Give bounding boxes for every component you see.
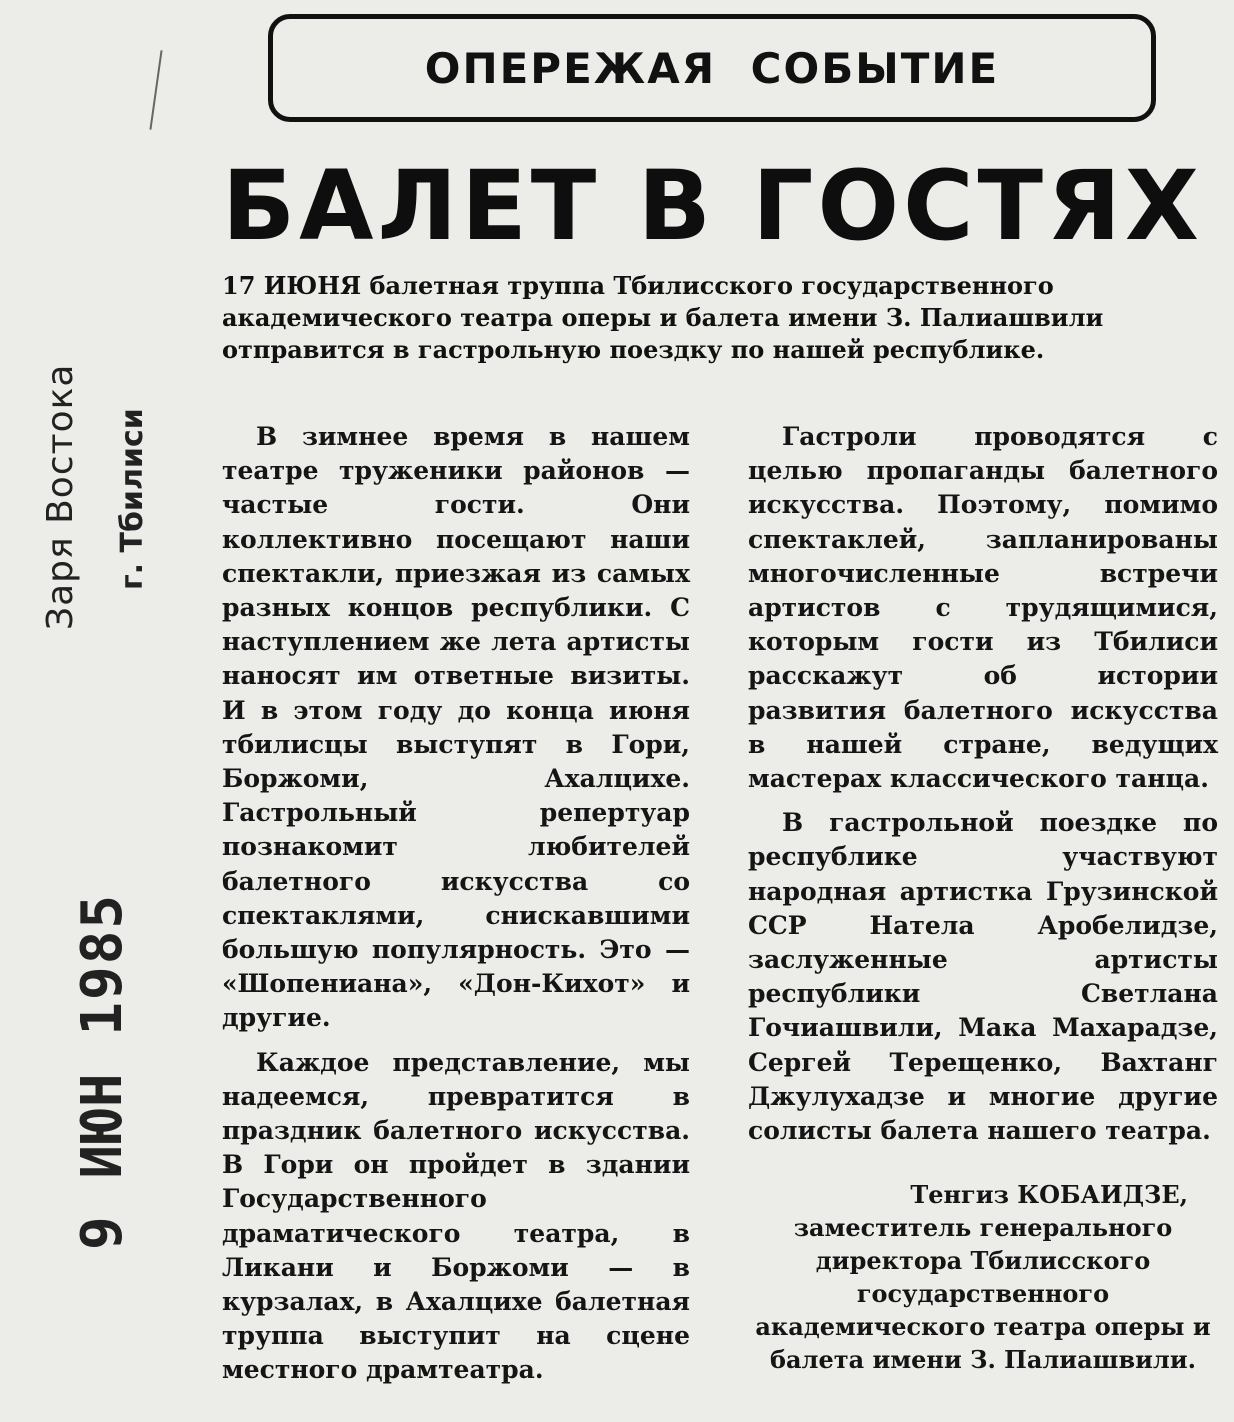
paragraph: Каждое представление, мы надеемся, превратится в праздник балетного искусства. В Гори он пройдет в здании Государственного драматического театра, в Ликани и Боржоми — в курзалах, в Ахалцихе балетная труппа выступит на сцене местного драмтеатра. bbox=[222, 1047, 690, 1385]
date-stamp-text: 9 ИЮН 1985 bbox=[70, 892, 135, 1250]
date-stamp bbox=[30, 892, 150, 1260]
rubric-title: ОПЕРЕЖАЯ СОБЫТИЕ bbox=[424, 43, 1000, 93]
paragraph: В зимнее время в нашем театре труженики районов — частые гости. Они коллективно посещают наши спектакли, приезжая из самых разных концов республики. С наступлением же лета артисты наносят им ответные визиты. И в этом году до конца июня тбилисцы выступят в Гори, Боржоми, Ахалцихе. Гастрольный репертуар познакомит любителей балетного искусства со спектаклями, снискавшими большую популярность. Это — «Шопениана», «Дон-Кихот» и другие. bbox=[222, 422, 690, 1033]
author-role: заместитель генерального директора Тбилисского государственного академического театра оперы и балета имени З. Палиашвили. bbox=[755, 1213, 1211, 1374]
newspaper-name-stamp: Заря Востока bbox=[40, 363, 81, 630]
paragraph: Гастроли проводятся с целью пропаганды балетного искусства. Поэтому, помимо спектаклей, запланированы многочисленные встречи артистов с трудящимися, которым гости из Тбилиси расскажут об истории развития балетного искусства в нашей стране, ведущих мастерах классического танца. bbox=[748, 422, 1218, 794]
author-signature bbox=[748, 1178, 1218, 1376]
rubric-box bbox=[268, 14, 1156, 122]
margin-line bbox=[149, 50, 162, 129]
lead-paragraph: 17 ИЮНЯ балетная труппа Тбилисского государственного академического театра оперы и балета имени З. Палиашвили отправится в гастрольную поездку по нашей республике. bbox=[222, 271, 1104, 364]
article-column-left bbox=[222, 420, 690, 1388]
author-name: Тенгиз КОБАИДЗЕ, bbox=[910, 1180, 1188, 1209]
city-stamp: г. Тбилиси bbox=[115, 408, 150, 590]
paragraph: В гастрольной поездке по республике участвуют народная артистка Грузинской ССР Натела Аробелидзе, заслуженные артисты республики Светлана Гочиашвили, Мака Махарадзе, Сергей Терещенко, Вахтанг Джулухадзе и многие другие солисты балета нашего театра. bbox=[748, 808, 1218, 1146]
source-stamp bbox=[40, 300, 150, 660]
headline: БАЛЕТ В ГОСТЯХ bbox=[222, 150, 1203, 262]
article-column-right bbox=[748, 420, 1218, 1148]
